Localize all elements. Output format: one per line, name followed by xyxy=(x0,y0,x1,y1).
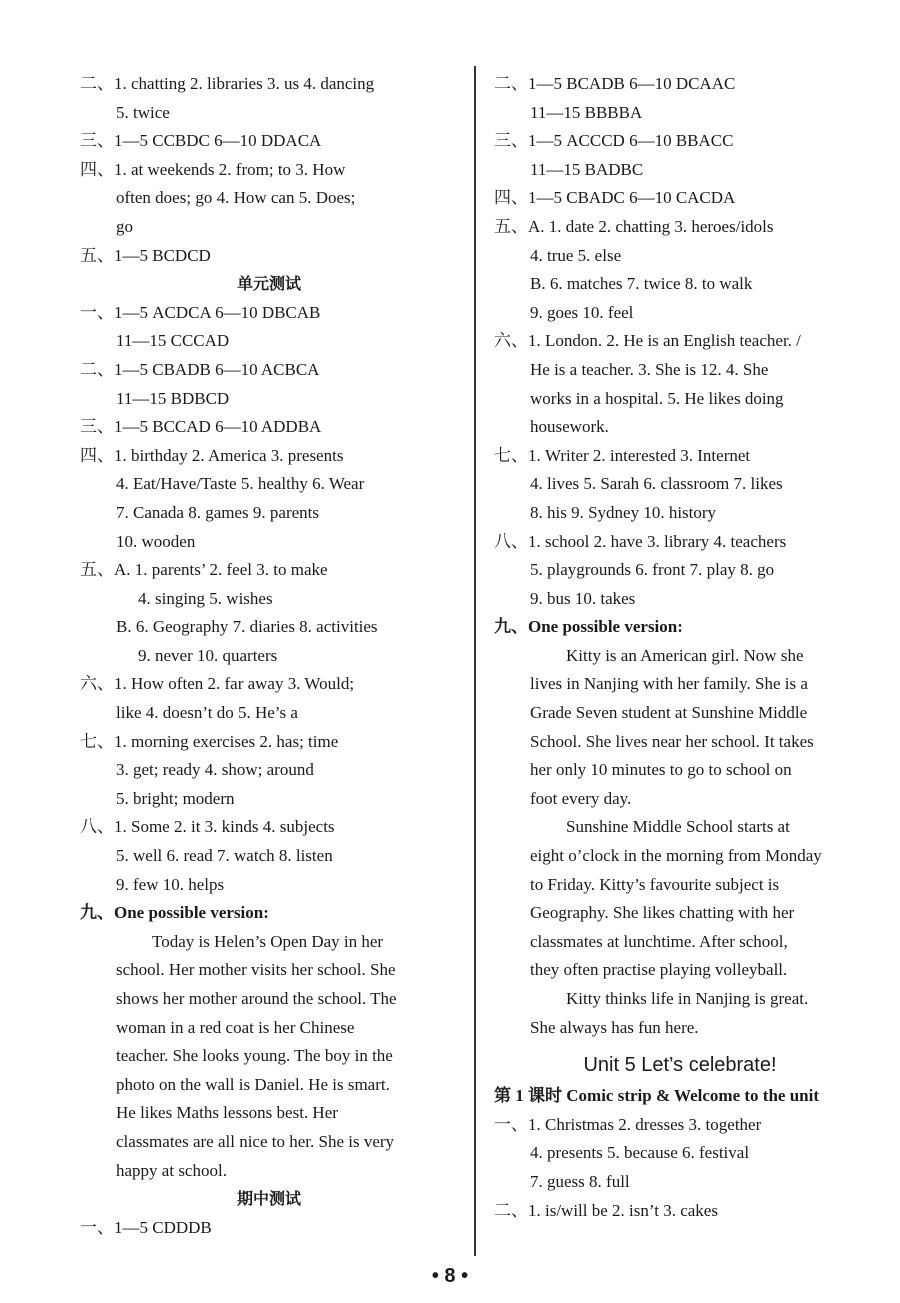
right-line: 8. his 9. Sydney 10. history xyxy=(530,502,717,522)
right-line: 9. goes 10. feel xyxy=(530,302,634,322)
left-line: 9. few 10. helps xyxy=(116,874,225,894)
right-line: 九、One possible version: xyxy=(494,617,683,637)
left-column xyxy=(80,70,458,1242)
right-line: Grade Seven student at Sunshine Middle xyxy=(530,703,808,723)
right-line: they often practise playing volleyball. xyxy=(530,960,788,980)
right-line: works in a hospital. 5. He likes doing xyxy=(530,388,784,408)
left-line: 一、1—5 ACDCA 6—10 DBCAB xyxy=(80,302,321,322)
left-line: often does; go 4. How can 5. Does; xyxy=(116,188,356,208)
left-line: teacher. She looks young. The boy in the xyxy=(116,1046,393,1066)
left-line: 六、1. How often 2. far away 3. Would; xyxy=(80,674,355,694)
left-line: 9. never 10. quarters xyxy=(138,645,278,665)
right-line: 七、1. Writer 2. interested 3. Internet xyxy=(494,445,751,465)
right-line: eight o’clock in the morning from Monday xyxy=(530,846,822,866)
left-line: 三、1—5 BCCAD 6—10 ADDBA xyxy=(80,417,322,437)
left-line: 5. twice xyxy=(116,102,170,122)
left-line: 一、1—5 CDDDB xyxy=(80,1217,212,1237)
right-line: to Friday. Kitty’s favourite subject is xyxy=(530,874,780,894)
right-line: 二、1. is/will be 2. isn’t 3. cakes xyxy=(494,1200,718,1220)
left-line: 7. Canada 8. games 9. parents xyxy=(116,502,319,522)
right-line: Unit 5 Let’s celebrate! xyxy=(583,1054,777,1077)
right-line: Sunshine Middle School starts at xyxy=(566,817,790,837)
left-line: 五、A. 1. parents’ 2. feel 3. to make xyxy=(80,560,328,580)
left-line: 四、1. at weekends 2. from; to 3. How xyxy=(80,159,346,179)
right-line: She always has fun here. xyxy=(530,1017,699,1037)
right-line: Kitty thinks life in Nanjing is great. xyxy=(566,989,809,1008)
right-line: her only 10 minutes to go to school on xyxy=(530,760,792,780)
right-line: 六、1. London. 2. He is an English teacher. / xyxy=(494,331,801,351)
right-line: 11—15 BADBC xyxy=(530,159,644,179)
left-line: He likes Maths lessons best. Her xyxy=(116,1103,338,1123)
left-line: shows her mother around the school. The xyxy=(116,989,397,1008)
left-line: 九、One possible version: xyxy=(80,903,269,923)
left-line: 七、1. morning exercises 2. has; time xyxy=(80,731,339,751)
column-divider xyxy=(474,66,476,1256)
left-line: 二、1. chatting 2. libraries 3. us 4. dancing xyxy=(80,74,375,93)
left-line: classmates are all nice to her. She is very xyxy=(116,1131,395,1151)
left-line: school. Her mother visits her school. She xyxy=(116,960,396,980)
left-line: 4. Eat/Have/Taste 5. healthy 6. Wear xyxy=(116,474,365,494)
right-line: 11—15 BBBBA xyxy=(530,102,643,122)
right-line: Kitty is an American girl. Now she xyxy=(566,645,804,665)
left-line: 八、1. Some 2. it 3. kinds 4. subjects xyxy=(80,817,335,837)
right-line: 7. guess 8. full xyxy=(530,1171,630,1191)
left-line: Today is Helen’s Open Day in her xyxy=(152,931,384,951)
left-line: 五、1—5 BCDCD xyxy=(80,245,211,265)
right-line: He is a teacher. 3. She is 12. 4. She xyxy=(530,359,769,379)
right-line: School. She lives near her school. It takes xyxy=(530,731,814,751)
right-line: 第 1 课时 Comic strip & Welcome to the unit xyxy=(494,1086,820,1106)
left-line: 二、1—5 CBADB 6—10 ACBCA xyxy=(80,359,320,379)
left-line: 11—15 CCCAD xyxy=(116,331,230,351)
left-line: happy at school. xyxy=(116,1160,227,1180)
page-number: • 8 • xyxy=(431,1265,469,1287)
left-line: 单元测试 xyxy=(236,274,301,294)
left-line: 四、1. birthday 2. America 3. presents xyxy=(80,445,344,465)
left-line: like 4. doesn’t do 5. He’s a xyxy=(116,703,298,723)
right-line: 一、1. Christmas 2. dresses 3. together xyxy=(494,1114,762,1134)
right-line: classmates at lunchtime. After school, xyxy=(530,931,788,951)
right-line: 4. lives 5. Sarah 6. classroom 7. likes xyxy=(530,474,783,494)
left-line: 3. get; ready 4. show; around xyxy=(116,760,314,780)
right-line: 八、1. school 2. have 3. library 4. teachers xyxy=(494,531,787,551)
left-line: 4. singing 5. wishes xyxy=(138,588,273,608)
left-line: 10. wooden xyxy=(116,531,196,551)
left-line: woman in a red coat is her Chinese xyxy=(116,1017,355,1037)
right-column xyxy=(494,70,866,1225)
right-line: 4. presents 5. because 6. festival xyxy=(530,1143,750,1163)
left-line: 三、1—5 CCBDC 6—10 DDACA xyxy=(80,131,322,151)
left-line: 11—15 BDBCD xyxy=(116,388,230,408)
left-line: 5. well 6. read 7. watch 8. listen xyxy=(116,846,333,866)
right-line: 三、1—5 ACCCD 6—10 BBACC xyxy=(494,131,734,151)
right-line: foot every day. xyxy=(530,788,632,808)
right-line: B. 6. matches 7. twice 8. to walk xyxy=(530,274,753,294)
right-line: 四、1—5 CBADC 6—10 CACDA xyxy=(494,188,736,208)
left-line: B. 6. Geography 7. diaries 8. activities xyxy=(116,617,378,637)
right-line: 5. playgrounds 6. front 7. play 8. go xyxy=(530,560,775,580)
right-line: Geography. She likes chatting with her xyxy=(530,903,795,923)
right-line: 9. bus 10. takes xyxy=(530,588,636,608)
left-line: photo on the wall is Daniel. He is smart. xyxy=(116,1074,390,1094)
right-line: housework. xyxy=(530,417,609,437)
left-line: 期中测试 xyxy=(236,1189,301,1209)
right-line: 4. true 5. else xyxy=(530,245,622,265)
right-line: 五、A. 1. date 2. chatting 3. heroes/idols xyxy=(494,216,774,236)
left-line: 5. bright; modern xyxy=(116,788,235,808)
left-line: go xyxy=(116,216,133,236)
right-line: 二、1—5 BCADB 6—10 DCAAC xyxy=(494,74,736,93)
right-line: lives in Nanjing with her family. She is a xyxy=(530,674,808,694)
